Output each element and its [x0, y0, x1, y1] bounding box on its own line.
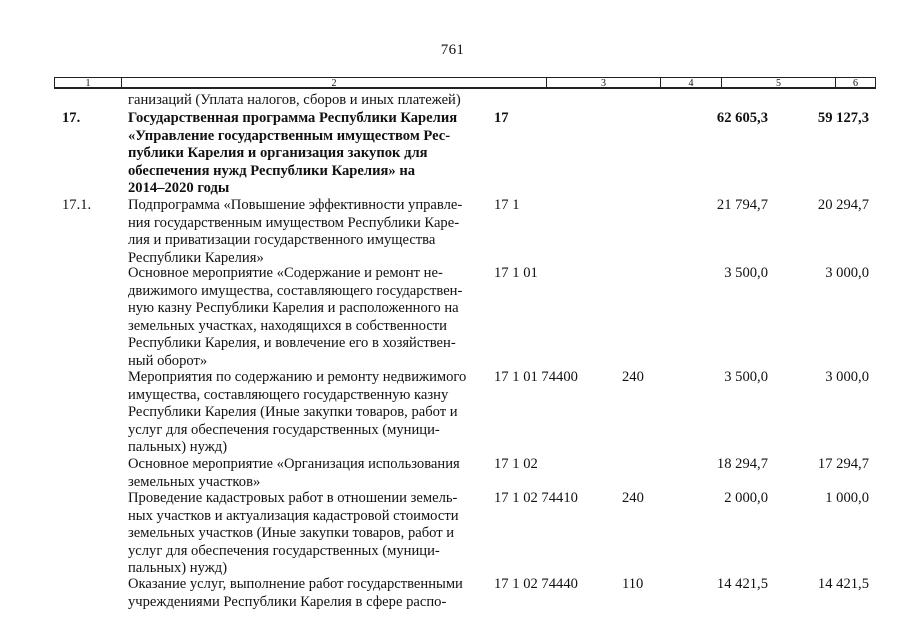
amount-col-5: 18 294,7	[716, 456, 768, 472]
description-line: публики Карелия и организация закупок для	[128, 145, 428, 162]
description-line: Государственная программа Республики Карелия	[128, 110, 458, 126]
expense-type-code: 240	[622, 369, 644, 385]
description-line: Проведение кадастровых работ в отношении земель-	[128, 490, 458, 506]
header-col-5: 5	[721, 78, 835, 87]
target-article-code: 17 1 01 74400	[494, 369, 578, 385]
description-line: учреждениями Республики Карелия в сфере распо-	[128, 593, 447, 610]
description-line: пальных) нужд)	[128, 560, 228, 577]
expense-type-code: 110	[622, 576, 644, 592]
description-line: имущества, составляющего государственную казну	[128, 386, 449, 403]
amount-col-6: 3 000,0	[825, 265, 869, 281]
description-line: Основное мероприятие «Организация использования	[128, 456, 460, 472]
amount-col-5: 14 421,5	[716, 576, 768, 592]
amount-col-5: 62 605,3	[716, 110, 768, 126]
description-line: движимого имущества, составляющего государствен-	[128, 282, 463, 299]
header-col-1: 1	[85, 78, 91, 89]
description-line: Мероприятия по содержанию и ремонту недвижимого	[128, 369, 467, 385]
amount-col-6: 1 000,0	[825, 490, 869, 506]
expense-type-code: 240	[622, 490, 644, 506]
target-article-code: 17 1 02	[494, 456, 538, 472]
header-col-3: 3	[546, 78, 660, 87]
target-article-code: 17	[494, 110, 509, 126]
description-line: Республики Карелия, и вовлечение его в хозяйствен-	[128, 335, 456, 352]
amount-col-5: 3 500,0	[724, 369, 768, 385]
row-description	[128, 456, 460, 491]
table-header	[54, 77, 876, 89]
row-description	[128, 369, 466, 457]
description-line: Основное мероприятие «Содержание и ремонт не-	[128, 265, 443, 281]
row-description	[128, 490, 459, 578]
amount-col-6: 17 294,7	[817, 456, 869, 472]
description-line: земельных участков»	[128, 473, 261, 490]
row-description	[128, 576, 463, 611]
description-line: ных участков и актуализация кадастровой стоимости	[128, 507, 459, 524]
row-description	[128, 265, 462, 371]
description-line: Республики Карелия (Иные закупки товаров, работ и	[128, 404, 458, 421]
amount-col-6: 14 421,5	[817, 576, 869, 592]
amount-col-6: 3 000,0	[825, 369, 869, 385]
target-article-code: 17 1 01	[494, 265, 538, 281]
description-line: услуг для обеспечения государственных (муници-	[128, 542, 440, 559]
description-line: услуг для обеспечения государственных (муници-	[128, 421, 440, 438]
row-description	[128, 92, 461, 110]
amount-col-5: 21 794,7	[716, 197, 768, 213]
amount-col-5: 3 500,0	[724, 265, 768, 281]
description-line: земельных участков (Иные закупки товаров, работ и	[128, 525, 455, 542]
header-col-2: 2	[121, 78, 546, 87]
row-number: 17.1.	[62, 197, 92, 213]
row-description	[128, 110, 457, 198]
description-line: Республики Карелия»	[128, 249, 264, 266]
amount-col-6: 59 127,3	[817, 110, 869, 126]
row-number: 17.	[62, 110, 81, 126]
description-line: земельных участках, находящихся в собственности	[128, 317, 447, 334]
description-line: ганизаций (Уплата налогов, сборов и иных платежей)	[128, 92, 461, 108]
description-line: лия и приватизации государственного имущества	[128, 232, 436, 249]
target-article-code: 17 1 02 74440	[494, 576, 578, 592]
description-line: «Управление государственным имуществом Рес-	[128, 127, 451, 144]
target-article-code: 17 1	[494, 197, 520, 213]
description-line: ный оборот»	[128, 352, 208, 369]
description-line: 2014–2020 годы	[128, 180, 230, 197]
description-line: Подпрограмма «Повышение эффективности управле-	[128, 197, 463, 213]
header-col-4: 4	[660, 78, 721, 87]
description-line: ния государственным имуществом Республики Каре-	[128, 214, 460, 231]
amount-col-5: 2 000,0	[724, 490, 768, 506]
description-line: обеспечения нужд Республики Карелия» на	[128, 162, 416, 179]
header-col-6: 6	[835, 78, 875, 87]
target-article-code: 17 1 02 74410	[494, 490, 578, 506]
amount-col-6: 20 294,7	[817, 197, 869, 213]
description-line: пальных) нужд)	[128, 439, 228, 456]
description-line: Оказание услуг, выполнение работ государственными	[128, 576, 463, 592]
page-number: 761	[440, 42, 465, 58]
row-description	[128, 197, 462, 267]
description-line: ную казну Республики Карелия и расположенного на	[128, 300, 459, 317]
